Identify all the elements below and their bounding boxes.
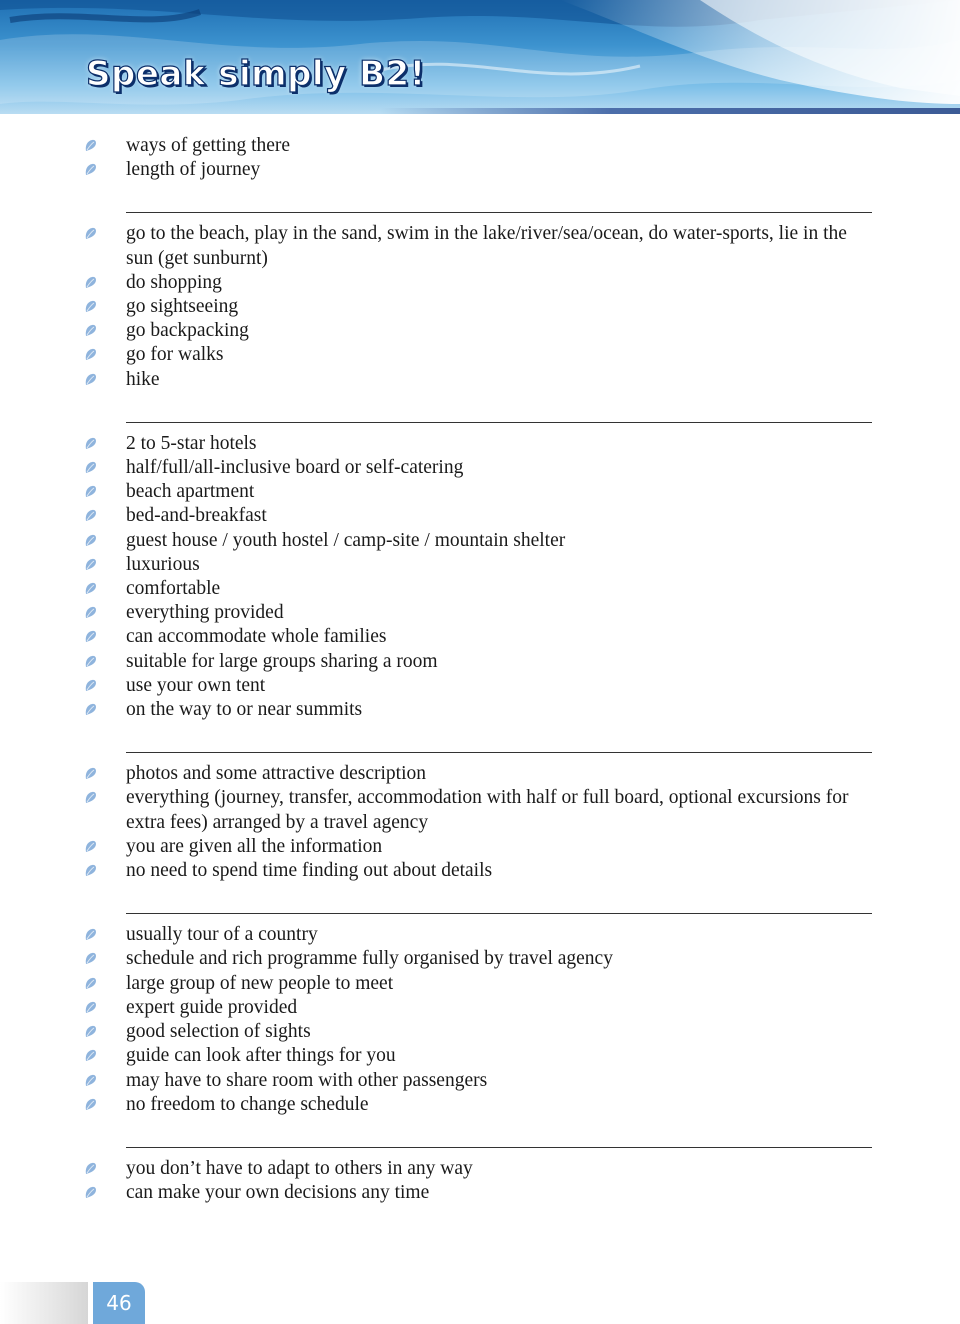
- shell-bullet-icon: [84, 461, 98, 475]
- list-item: [0, 996, 960, 1020]
- section-1: [0, 134, 960, 182]
- shell-bullet-icon: [84, 791, 98, 805]
- footer-bar: [0, 1282, 88, 1324]
- list-item-text: ways of getting there: [126, 135, 291, 156]
- shell-bullet-icon: [84, 163, 98, 177]
- heading-blank-line: [126, 212, 872, 213]
- list-item-text: beach apartment: [126, 481, 255, 503]
- bullet-list: [0, 134, 960, 182]
- shell-bullet-icon: [84, 300, 98, 314]
- list-item: [0, 1093, 960, 1117]
- list-item: [0, 650, 960, 674]
- shell-bullet-icon: [84, 534, 98, 548]
- list-item-text: no freedom to change schedule: [126, 1093, 369, 1115]
- list-item: [0, 947, 960, 971]
- list-item-text: schedule and rich programme fully organised by travel agency: [126, 948, 613, 970]
- header-banner: [0, 0, 960, 114]
- list-item-text: half/full/all-inclusive board or self-catering: [126, 457, 464, 479]
- list-item-text: everything (journey, transfer, accommodation with half or full board, optional excursions for extra fees) arranged by a travel agency: [126, 787, 849, 833]
- list-item-text: length of journey: [126, 159, 261, 181]
- vocabulary-content: [0, 134, 960, 1205]
- list-item: [0, 343, 960, 367]
- list-item-text: do shopping: [126, 271, 222, 293]
- bullet-list: [0, 1157, 960, 1205]
- shell-bullet-icon: [84, 509, 98, 523]
- shell-bullet-icon: [84, 679, 98, 693]
- bullet-list: [0, 432, 960, 722]
- shell-bullet-icon: [84, 655, 98, 669]
- heading-blank-line: [126, 422, 872, 423]
- header-rule: [380, 108, 960, 114]
- shell-bullet-icon: [84, 928, 98, 942]
- list-item: [0, 529, 960, 553]
- list-item: [0, 295, 960, 319]
- shell-bullet-icon: [84, 139, 98, 153]
- list-item: [0, 1069, 960, 1093]
- section-5: [0, 913, 960, 1117]
- list-item-text: 2 to 5-star hotels: [126, 432, 257, 454]
- list-item: [0, 972, 960, 996]
- list-item-text: go sightseeing: [126, 296, 239, 318]
- list-item: [0, 1044, 960, 1068]
- list-item: [0, 698, 960, 722]
- bullet-list: [0, 222, 960, 391]
- shell-bullet-icon: [84, 606, 98, 620]
- list-item-text: expert guide provided: [126, 996, 298, 1018]
- shell-bullet-icon: [84, 227, 98, 241]
- section-6: [0, 1147, 960, 1205]
- list-item-text: photos and some attractive description: [126, 763, 427, 785]
- shell-bullet-icon: [84, 840, 98, 854]
- shell-bullet-icon: [84, 703, 98, 717]
- bullet-list: [0, 923, 960, 1117]
- shell-bullet-icon: [84, 1162, 98, 1176]
- list-item: [0, 577, 960, 601]
- shell-bullet-icon: [84, 437, 98, 451]
- shell-bullet-icon: [84, 276, 98, 290]
- page-number: 46: [93, 1282, 145, 1324]
- list-item: [0, 674, 960, 698]
- shell-bullet-icon: [84, 582, 98, 596]
- list-item: [0, 1020, 960, 1044]
- list-item-text: can accommodate whole families: [126, 626, 387, 648]
- list-item-text: you don’t have to adapt to others in any way: [126, 1157, 473, 1179]
- shell-bullet-icon: [84, 485, 98, 499]
- list-item-text: guide can look after things for you: [126, 1045, 396, 1067]
- list-item: [0, 1157, 960, 1181]
- shell-bullet-icon: [84, 348, 98, 362]
- list-item: [0, 835, 960, 859]
- list-item: [0, 1181, 960, 1205]
- section-3: [0, 422, 960, 722]
- list-item-text: bed-and-breakfast: [126, 505, 267, 527]
- list-item-text: go for walks: [126, 344, 224, 366]
- list-item-text: usually tour of a country: [126, 924, 318, 946]
- shell-bullet-icon: [84, 1001, 98, 1015]
- list-item-text: everything provided: [126, 602, 284, 624]
- heading-blank-line: [126, 913, 872, 914]
- list-item: [0, 504, 960, 528]
- list-item: [0, 319, 960, 343]
- list-item: [0, 786, 960, 834]
- shell-bullet-icon: [84, 630, 98, 644]
- shell-bullet-icon: [84, 1049, 98, 1063]
- list-item: [0, 601, 960, 625]
- shell-bullet-icon: [84, 1186, 98, 1200]
- list-item: [0, 271, 960, 295]
- list-item-text: comfortable: [126, 578, 221, 600]
- list-item: [0, 134, 960, 158]
- heading-blank-line: [126, 1147, 872, 1148]
- list-item: [0, 456, 960, 480]
- list-item-text: can make your own decisions any time: [126, 1182, 430, 1204]
- shell-bullet-icon: [84, 1098, 98, 1112]
- shell-bullet-icon: [84, 977, 98, 991]
- list-item: [0, 480, 960, 504]
- list-item: [0, 625, 960, 649]
- list-item: [0, 432, 960, 456]
- list-item: [0, 158, 960, 182]
- shell-bullet-icon: [84, 864, 98, 878]
- shell-bullet-icon: [84, 324, 98, 338]
- list-item-text: on the way to or near summits: [126, 699, 363, 721]
- list-item-text: go to the beach, play in the sand, swim in the lake/river/sea/ocean, do water-sports, lie in the sun (get sunburnt): [126, 223, 847, 269]
- list-item-text: guest house / youth hostel / camp-site / mountain shelter: [126, 529, 566, 551]
- shell-bullet-icon: [84, 1074, 98, 1088]
- list-item-text: hike: [126, 368, 160, 390]
- list-item-text: no need to spend time finding out about details: [126, 860, 493, 882]
- list-item-text: may have to share room with other passengers: [126, 1069, 488, 1091]
- list-item: [0, 762, 960, 786]
- shell-bullet-icon: [84, 952, 98, 966]
- shell-bullet-icon: [84, 558, 98, 572]
- list-item-text: you are given all the information: [126, 835, 383, 857]
- section-4: [0, 752, 960, 883]
- list-item: [0, 222, 960, 270]
- list-item: [0, 859, 960, 883]
- shell-bullet-icon: [84, 1025, 98, 1039]
- heading-blank-line: [126, 752, 872, 753]
- list-item-text: large group of new people to meet: [126, 972, 394, 994]
- shell-bullet-icon: [84, 767, 98, 781]
- list-item: [0, 923, 960, 947]
- list-item: [0, 368, 960, 392]
- list-item-text: use your own tent: [126, 674, 266, 696]
- bullet-list: [0, 762, 960, 883]
- list-item-text: luxurious: [126, 553, 200, 575]
- list-item-text: good selection of sights: [126, 1021, 311, 1043]
- shell-bullet-icon: [84, 373, 98, 387]
- page-title: Speak simply B2!: [86, 54, 426, 94]
- list-item-text: suitable for large groups sharing a room: [126, 650, 438, 672]
- section-2: [0, 212, 960, 391]
- list-item-text: go backpacking: [126, 320, 249, 342]
- list-item: [0, 553, 960, 577]
